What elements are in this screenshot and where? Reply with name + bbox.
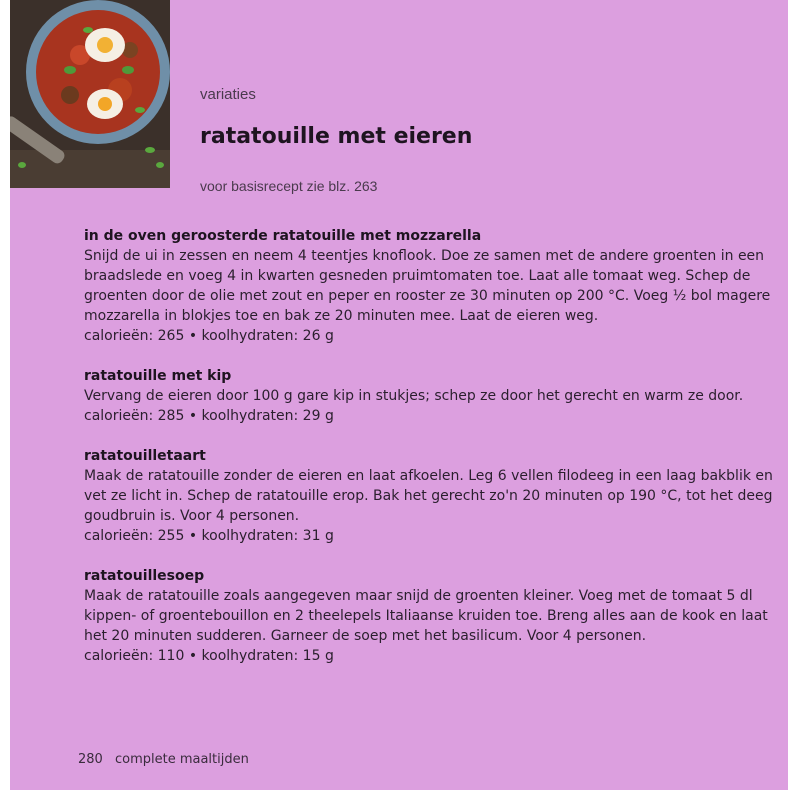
variation-item <box>84 446 774 546</box>
variation-body: Vervang de eieren door 100 g gare kip in stukjes; schep ze door het gerecht en warm ze door. <box>84 388 744 404</box>
variation-item <box>84 226 774 346</box>
nutrition-info: calorieën: 265 • koolhydraten: 26 g <box>84 328 334 344</box>
nutrition-info: calorieën: 255 • koolhydraten: 31 g <box>84 528 334 544</box>
category-label: variaties <box>200 86 256 103</box>
variations-list <box>84 226 774 686</box>
nutrition-info: calorieën: 285 • koolhydraten: 29 g <box>84 408 334 424</box>
nutrition-info: calorieën: 110 • koolhydraten: 15 g <box>84 648 334 664</box>
variation-item <box>84 366 774 426</box>
variation-body: Maak de ratatouille zoals aangegeven maar snijd de groenten kleiner. Voeg met de tomaat 5 dl kippen- of groentebouillon en 2 theelepels Italiaanse kruiden toe. Breng alles aan de kook en laat het 20 minuten sudderen. Garneer de soep met het basilicum. Voor 4 personen. <box>84 588 768 644</box>
ratatouille-bowl-illustration <box>10 0 170 188</box>
section-name: complete maaltijden <box>114 752 249 767</box>
recipe-title: ratatouille met eieren <box>200 124 473 149</box>
variation-body: Maak de ratatouille zonder de eieren en laat afkoelen. Leg 6 vellen filodeeg in een laag bakblik en vet ze licht in. Schep de ratatouille erop. Bak het gerecht zo'n 20 minuten op 190 °C, tot het deeg goudbruin is. Voor 4 personen. <box>84 468 773 524</box>
variation-heading: ratatouille met kip <box>84 368 232 384</box>
variation-heading: in de oven geroosterde ratatouille met mozzarella <box>84 228 482 244</box>
page-footer <box>78 752 249 767</box>
variation-heading: ratatouilletaart <box>84 448 206 464</box>
recipe-page <box>10 0 788 790</box>
variation-item <box>84 566 774 666</box>
page-number: 280 <box>78 752 103 767</box>
variation-heading: ratatouillesoep <box>84 568 205 584</box>
ratatouille-photo <box>10 0 170 188</box>
base-recipe-reference: voor basisrecept zie blz. 263 <box>200 178 378 194</box>
variation-body: Snijd de ui in zessen en neem 4 teentjes knoflook. Doe ze samen met de andere groenten in een braadslede en voeg 4 in kwarten gesneden pruimtomaten toe. Laat alle tomaat weg. Schep de groenten door de olie met zout en peper en rooster ze 30 minuten op 200 °C. Voeg ½ bol magere mozzarella in blokjes toe en bak ze 20 minuten mee. Laat de eieren weg. <box>84 248 771 324</box>
